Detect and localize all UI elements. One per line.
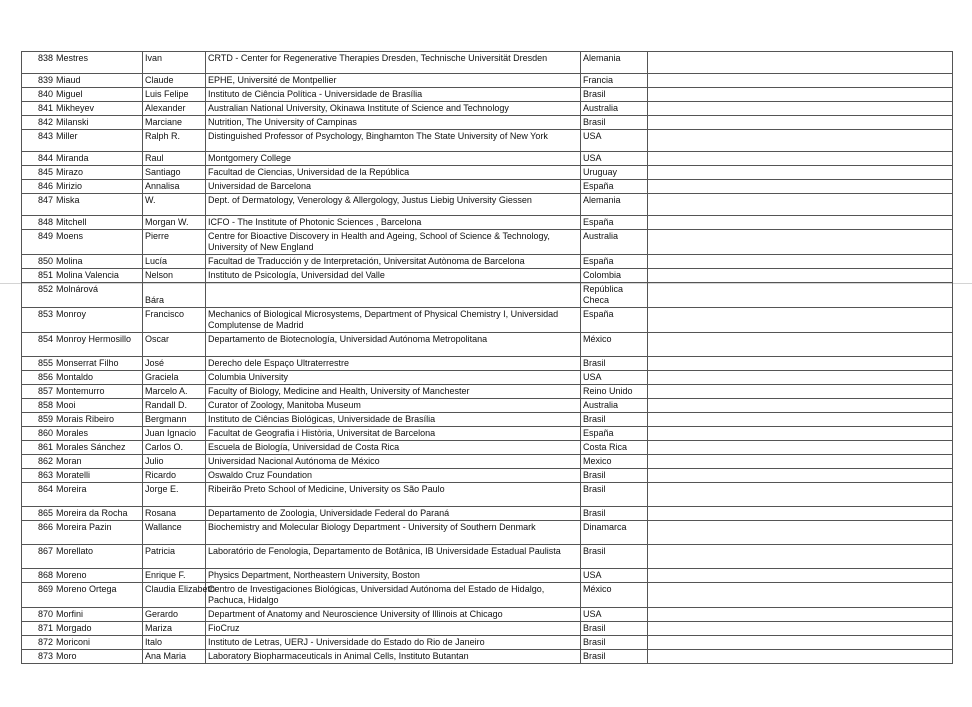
empty-cell [648, 650, 953, 664]
row-number: 849 [22, 230, 55, 255]
institution-cell: Instituto de Ciência Política - Universidade de Brasília [206, 88, 581, 102]
empty-cell [648, 441, 953, 455]
first-name-cell: Ricardo [143, 469, 206, 483]
surname-cell: Monroy [54, 308, 143, 333]
row-number: 868 [22, 569, 55, 583]
surname-cell: Moratelli [54, 469, 143, 483]
empty-cell [648, 52, 953, 74]
empty-cell [648, 102, 953, 116]
surname-cell: Moreira [54, 483, 143, 507]
row-number: 873 [22, 650, 55, 664]
country-cell: Reino Unido [581, 385, 648, 399]
surname-cell: Monroy Hermosillo [54, 333, 143, 357]
first-name-cell: Bára [143, 283, 206, 308]
table-row [22, 333, 953, 357]
table-row [22, 116, 953, 130]
table-row [22, 469, 953, 483]
country-cell: Brasil [581, 116, 648, 130]
first-name-cell: Ivan [143, 52, 206, 74]
empty-cell [648, 333, 953, 357]
surname-cell: Miranda [54, 152, 143, 166]
first-name-cell: Annalisa [143, 180, 206, 194]
institution-cell: Instituto de Psicología, Universidad del Valle [206, 269, 581, 283]
institution-cell: CRTD - Center for Regenerative Therapies Dresden, Technische Universität Dresden [206, 52, 581, 74]
empty-cell [648, 636, 953, 650]
institution-cell: Department of Anatomy and Neuroscience University of Illinois at Chicago [206, 608, 581, 622]
empty-cell [648, 230, 953, 255]
table-row [22, 166, 953, 180]
surname-cell: Morfini [54, 608, 143, 622]
row-number: 844 [22, 152, 55, 166]
first-name-cell: Gerardo [143, 608, 206, 622]
row-number: 862 [22, 455, 55, 469]
row-number: 857 [22, 385, 55, 399]
surname-cell: Montaldo [54, 371, 143, 385]
table-row [22, 455, 953, 469]
country-cell: República Checa [581, 283, 648, 308]
table-row [22, 441, 953, 455]
empty-cell [648, 180, 953, 194]
row-number: 870 [22, 608, 55, 622]
empty-cell [648, 521, 953, 545]
surname-cell: Morellato [54, 545, 143, 569]
row-number: 840 [22, 88, 55, 102]
table-row [22, 283, 953, 308]
table-row [22, 545, 953, 569]
country-cell: México [581, 583, 648, 608]
row-number: 864 [22, 483, 55, 507]
surname-cell: Molina Valencia [54, 269, 143, 283]
institution-cell: Distinguished Professor of Psychology, Binghamton The State University of New York [206, 130, 581, 152]
first-name-cell: Santiago [143, 166, 206, 180]
table-row [22, 427, 953, 441]
institution-cell: Facultad de Traducción y de Interpretación, Universitat Autònoma de Barcelona [206, 255, 581, 269]
country-cell: USA [581, 371, 648, 385]
country-cell: Brasil [581, 357, 648, 371]
empty-cell [648, 507, 953, 521]
first-name-cell: Julio [143, 455, 206, 469]
empty-cell [648, 469, 953, 483]
surname-cell: Molina [54, 255, 143, 269]
institution-cell: Universidad de Barcelona [206, 180, 581, 194]
row-number: 861 [22, 441, 55, 455]
row-number: 854 [22, 333, 55, 357]
surname-cell: Monserrat Filho [54, 357, 143, 371]
surname-cell: Moran [54, 455, 143, 469]
country-cell: Dinamarca [581, 521, 648, 545]
country-cell: Brasil [581, 545, 648, 569]
institution-cell: Dept. of Dermatology, Venerology & Allergology, Justus Liebig University Giessen [206, 194, 581, 216]
country-cell: Brasil [581, 622, 648, 636]
first-name-cell: Patricia [143, 545, 206, 569]
row-number: 850 [22, 255, 55, 269]
first-name-cell: Graciela [143, 371, 206, 385]
country-cell: Brasil [581, 650, 648, 664]
surname-cell: Moreira da Rocha [54, 507, 143, 521]
country-cell: España [581, 308, 648, 333]
country-cell: España [581, 255, 648, 269]
first-name-cell: Oscar [143, 333, 206, 357]
empty-cell [648, 545, 953, 569]
row-number: 843 [22, 130, 55, 152]
surname-cell: Miguel [54, 88, 143, 102]
row-number: 858 [22, 399, 55, 413]
table-row [22, 622, 953, 636]
surname-cell: Moreno [54, 569, 143, 583]
row-number: 855 [22, 357, 55, 371]
empty-cell [648, 216, 953, 230]
roster-table [21, 51, 953, 664]
country-cell: España [581, 180, 648, 194]
surname-cell: Morales Sánchez [54, 441, 143, 455]
table-row [22, 216, 953, 230]
first-name-cell: Claude [143, 74, 206, 88]
institution-cell: Australian National University, Okinawa Institute of Science and Technology [206, 102, 581, 116]
first-name-cell: Carlos O. [143, 441, 206, 455]
institution-cell: Departamento de Zoologia, Universidade Federal do Paraná [206, 507, 581, 521]
row-number: 841 [22, 102, 55, 116]
first-name-cell: Pierre [143, 230, 206, 255]
institution-cell: Oswaldo Cruz Foundation [206, 469, 581, 483]
first-name-cell: Nelson [143, 269, 206, 283]
surname-cell: Miaud [54, 74, 143, 88]
surname-cell: Mooi [54, 399, 143, 413]
surname-cell: Mikheyev [54, 102, 143, 116]
first-name-cell: Alexander [143, 102, 206, 116]
country-cell: Brasil [581, 483, 648, 507]
first-name-cell: Italo [143, 636, 206, 650]
row-number: 859 [22, 413, 55, 427]
empty-cell [648, 255, 953, 269]
institution-cell: Instituto de Ciências Biológicas, Universidade de Brasília [206, 413, 581, 427]
surname-cell: Mestres [54, 52, 143, 74]
table-row [22, 583, 953, 608]
first-name-cell: Rosana [143, 507, 206, 521]
country-cell: Australia [581, 399, 648, 413]
table-row [22, 230, 953, 255]
empty-cell [648, 308, 953, 333]
first-name-cell: Lucía [143, 255, 206, 269]
row-number: 838 [22, 52, 55, 74]
surname-cell: Mirazo [54, 166, 143, 180]
country-cell: Costa Rica [581, 441, 648, 455]
row-number: 865 [22, 507, 55, 521]
surname-cell: Moreira Pazin [54, 521, 143, 545]
surname-cell: Moro [54, 650, 143, 664]
table-row [22, 650, 953, 664]
country-cell: España [581, 427, 648, 441]
surname-cell: Moreno Ortega [54, 583, 143, 608]
country-cell: Uruguay [581, 166, 648, 180]
table-row [22, 180, 953, 194]
institution-cell: Escuela de Biología, Universidad de Costa Rica [206, 441, 581, 455]
empty-cell [648, 385, 953, 399]
table-row [22, 608, 953, 622]
first-name-cell: Francisco [143, 308, 206, 333]
row-number: 872 [22, 636, 55, 650]
row-number: 839 [22, 74, 55, 88]
country-cell: Brasil [581, 636, 648, 650]
table-row [22, 413, 953, 427]
empty-cell [648, 413, 953, 427]
empty-cell [648, 130, 953, 152]
empty-cell [648, 483, 953, 507]
surname-cell: Moriconi [54, 636, 143, 650]
institution-cell: Curator of Zoology, Manitoba Museum [206, 399, 581, 413]
first-name-cell: José [143, 357, 206, 371]
table-row [22, 357, 953, 371]
surname-cell: Morgado [54, 622, 143, 636]
country-cell: Brasil [581, 413, 648, 427]
first-name-cell: Luis Felipe [143, 88, 206, 102]
first-name-cell: Juan Ignacio [143, 427, 206, 441]
table-row [22, 102, 953, 116]
institution-cell [206, 283, 581, 308]
table-row [22, 385, 953, 399]
country-cell: USA [581, 152, 648, 166]
surname-cell: Milanski [54, 116, 143, 130]
row-number: 853 [22, 308, 55, 333]
institution-cell: Montgomery College [206, 152, 581, 166]
row-number: 846 [22, 180, 55, 194]
first-name-cell: Raul [143, 152, 206, 166]
first-name-cell: Bergmann [143, 413, 206, 427]
institution-cell: Faculty of Biology, Medicine and Health, University of Manchester [206, 385, 581, 399]
row-number: 848 [22, 216, 55, 230]
country-cell: México [581, 333, 648, 357]
first-name-cell: Mariza [143, 622, 206, 636]
table-row [22, 636, 953, 650]
table-row [22, 521, 953, 545]
table-row [22, 569, 953, 583]
table-row [22, 255, 953, 269]
institution-cell: Ribeirão Preto School of Medicine, University os São Paulo [206, 483, 581, 507]
table-row [22, 483, 953, 507]
country-cell: Francia [581, 74, 648, 88]
first-name-cell: Ralph R. [143, 130, 206, 152]
first-name-cell: Claudia Elizabeth [143, 583, 206, 608]
table-row [22, 399, 953, 413]
empty-cell [648, 622, 953, 636]
table-row [22, 88, 953, 102]
surname-cell: Morales [54, 427, 143, 441]
institution-cell: Laboratory Biopharmaceuticals in Animal Cells, Instituto Butantan [206, 650, 581, 664]
country-cell: USA [581, 569, 648, 583]
institution-cell: Laboratório de Fenologia, Departamento de Botânica, IB Universidade Estadual Paulista [206, 545, 581, 569]
country-cell: Brasil [581, 88, 648, 102]
country-cell: Colombia [581, 269, 648, 283]
country-cell: Alemania [581, 194, 648, 216]
first-name-cell: Wallance [143, 521, 206, 545]
empty-cell [648, 608, 953, 622]
institution-cell: Centre for Bioactive Discovery in Health and Ageing, School of Science & Technology, University of New England [206, 230, 581, 255]
row-number: 845 [22, 166, 55, 180]
institution-cell: Mechanics of Biological Microsystems, Department of Physical Chemistry I, Universidad Complutense de Madrid [206, 308, 581, 333]
country-cell: Alemania [581, 52, 648, 74]
institution-cell: EPHE, Université de Montpellier [206, 74, 581, 88]
row-number: 866 [22, 521, 55, 545]
empty-cell [648, 427, 953, 441]
table-row [22, 52, 953, 74]
first-name-cell: Randall D. [143, 399, 206, 413]
row-number: 852 [22, 283, 55, 308]
institution-cell: Departamento de Biotecnología, Universidad Autónoma Metropolitana [206, 333, 581, 357]
empty-cell [648, 357, 953, 371]
institution-cell: Universidad Nacional Autónoma de México [206, 455, 581, 469]
country-cell: Mexico [581, 455, 648, 469]
row-number: 856 [22, 371, 55, 385]
row-number: 851 [22, 269, 55, 283]
institution-cell: Biochemistry and Molecular Biology Department - University of Southern Denmark [206, 521, 581, 545]
row-number: 860 [22, 427, 55, 441]
surname-cell: Mirizio [54, 180, 143, 194]
empty-cell [648, 269, 953, 283]
country-cell: Brasil [581, 469, 648, 483]
institution-cell: ICFO - The Institute of Photonic Sciences , Barcelona [206, 216, 581, 230]
empty-cell [648, 194, 953, 216]
empty-cell [648, 166, 953, 180]
surname-cell: Morais Ribeiro [54, 413, 143, 427]
first-name-cell: W. [143, 194, 206, 216]
surname-cell: Miller [54, 130, 143, 152]
institution-cell: Columbia University [206, 371, 581, 385]
table-row [22, 371, 953, 385]
country-cell: Brasil [581, 507, 648, 521]
country-cell: USA [581, 608, 648, 622]
first-name-cell: Morgan W. [143, 216, 206, 230]
table-row [22, 194, 953, 216]
empty-cell [648, 116, 953, 130]
row-number: 863 [22, 469, 55, 483]
first-name-cell: Marciane [143, 116, 206, 130]
first-name-cell: Enrique F. [143, 569, 206, 583]
empty-cell [648, 569, 953, 583]
empty-cell [648, 399, 953, 413]
institution-cell: Facultad de Ciencias, Universidad de la República [206, 166, 581, 180]
surname-cell: Moens [54, 230, 143, 255]
empty-cell [648, 152, 953, 166]
empty-cell [648, 74, 953, 88]
first-name-cell: Marcelo A. [143, 385, 206, 399]
empty-cell [648, 88, 953, 102]
country-cell: USA [581, 130, 648, 152]
institution-cell: Physics Department, Northeastern University, Boston [206, 569, 581, 583]
institution-cell: Nutrition, The University of Campinas [206, 116, 581, 130]
surname-cell: Montemurro [54, 385, 143, 399]
surname-cell: Miska [54, 194, 143, 216]
first-name-cell: Jorge E. [143, 483, 206, 507]
roster-table-body [22, 52, 953, 664]
empty-cell [648, 583, 953, 608]
institution-cell: Centro de Investigaciones Biológicas, Universidad Autónoma del Estado de Hidalgo, Pachuca, Hidalgo [206, 583, 581, 608]
empty-cell [648, 371, 953, 385]
table-row [22, 308, 953, 333]
empty-cell [648, 455, 953, 469]
surname-cell: Mitchell [54, 216, 143, 230]
surname-cell: Molnárová [54, 283, 143, 308]
institution-cell: Derecho dele Espaço Ultraterrestre [206, 357, 581, 371]
table-row [22, 507, 953, 521]
row-number: 842 [22, 116, 55, 130]
row-number: 871 [22, 622, 55, 636]
empty-cell [648, 283, 953, 308]
table-row [22, 152, 953, 166]
institution-cell: Facultat de Geografia i Història, Universitat de Barcelona [206, 427, 581, 441]
table-row [22, 130, 953, 152]
country-cell: Australia [581, 230, 648, 255]
country-cell: Australia [581, 102, 648, 116]
institution-cell: FioCruz [206, 622, 581, 636]
country-cell: España [581, 216, 648, 230]
institution-cell: Instituto de Letras, UERJ - Universidade do Estado do Rio de Janeiro [206, 636, 581, 650]
table-row [22, 74, 953, 88]
row-number: 847 [22, 194, 55, 216]
first-name-cell: Ana Maria [143, 650, 206, 664]
row-number: 869 [22, 583, 55, 608]
row-number: 867 [22, 545, 55, 569]
table-row [22, 269, 953, 283]
